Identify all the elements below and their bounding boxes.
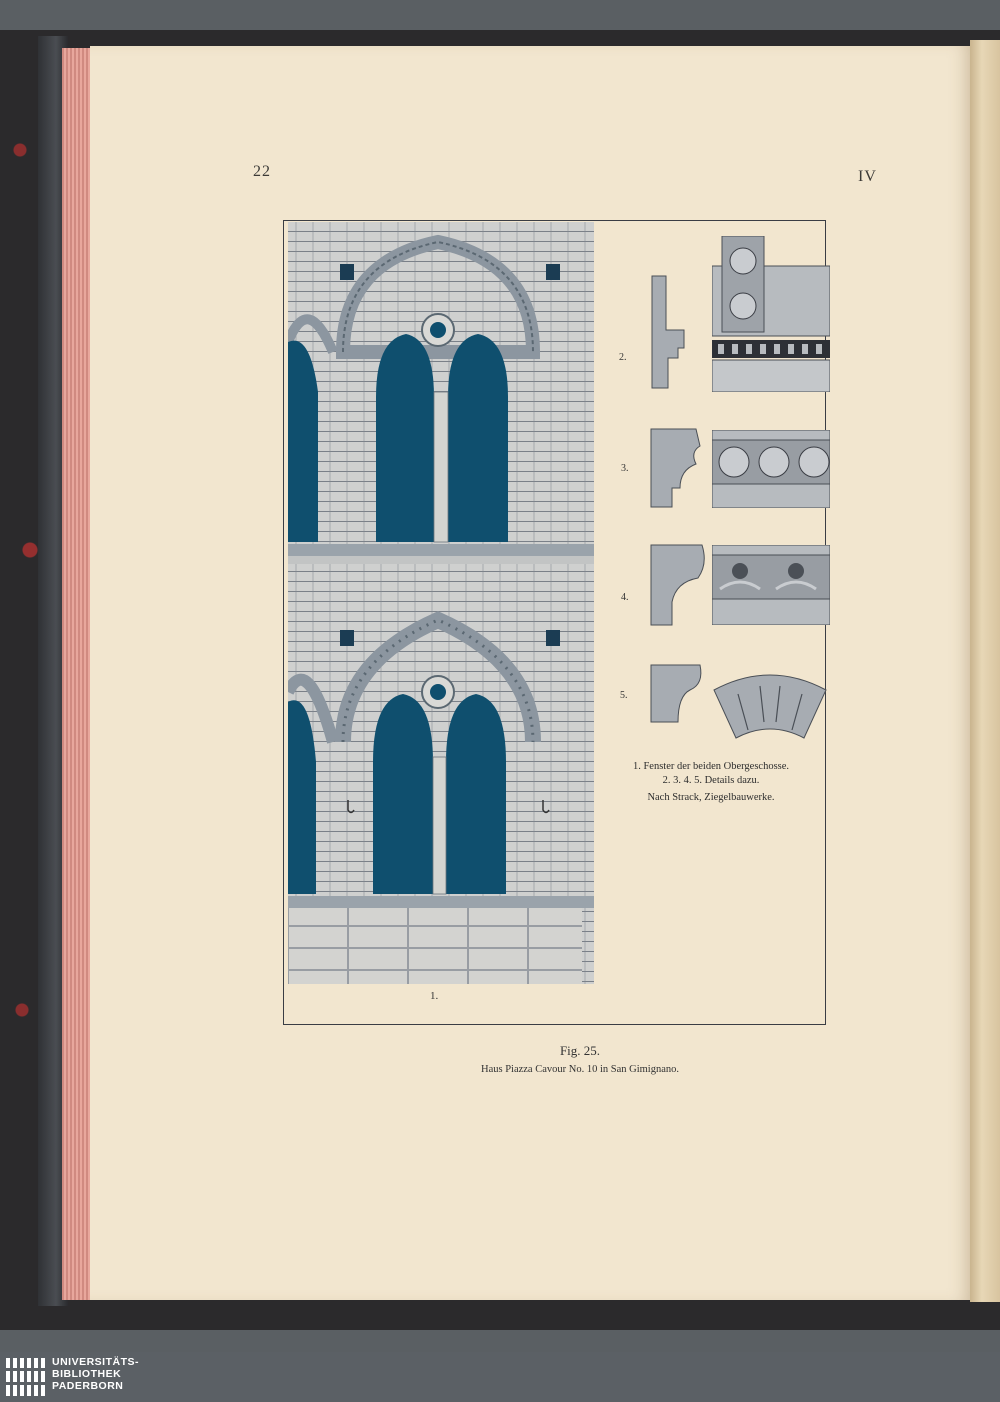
detail-5-arch-voussoir-image [712,664,828,742]
detail-5-profile-image [650,664,706,724]
detail-5-label: 5. [620,690,628,701]
detail-2-cornice-image [712,236,830,392]
detail-3-label: 3. [621,463,629,474]
logo-line-1: UNIVERSITÄTS- [52,1356,140,1368]
footer-bar [0,1352,1000,1402]
legend-line-3: Nach Strack, Ziegelbauwerke. [647,792,775,803]
facade-elevation-image [288,222,594,984]
figure-1-label: 1. [430,990,439,1002]
legend-line-1: 1. Fenster der beiden Obergeschosse. [632,761,790,772]
detail-4-frieze-image [712,545,830,625]
library-logo-text [52,1356,139,1392]
detail-4-profile-image [650,544,708,626]
right-page-leaf [970,40,1000,1302]
legend-line-2: 2. 3. 4. 5. Details dazu. [662,775,760,786]
detail-3-frieze-image [712,430,830,508]
detail-4-label: 4. [621,592,629,603]
figure-subcaption: Haus Piazza Cavour No. 10 in San Gimignano. [480,1064,679,1075]
figure-legend [600,760,822,805]
page-number: 22 [253,163,271,180]
library-bars-logo-icon [6,1356,46,1398]
logo-line-3: PADERBORN [52,1380,124,1392]
detail-2-profile-image [648,274,688,390]
detail-3-profile-image [650,428,706,508]
logo-line-2: BIBLIOTHEK [52,1368,122,1380]
detail-2-label: 2. [619,352,627,363]
figure-caption: Fig. 25. [559,1043,601,1058]
plate-number: IV [858,168,877,185]
